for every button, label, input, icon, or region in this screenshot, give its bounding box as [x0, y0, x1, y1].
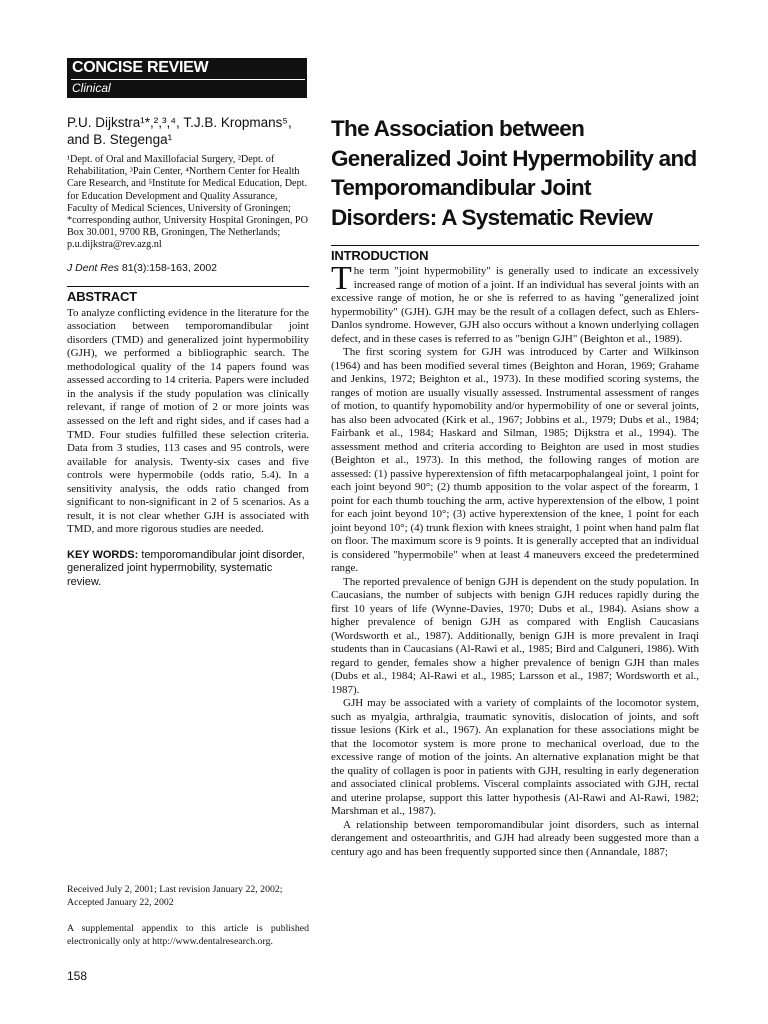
page-number: 158 — [67, 969, 88, 983]
introduction-heading: INTRODUCTION — [331, 245, 699, 263]
introduction-body — [331, 260, 699, 859]
keywords-text: temporomandibular joint disorder, generalized joint hypermobility, systematic review. — [67, 548, 305, 588]
drop-cap: T — [331, 260, 352, 297]
banner-divider — [71, 79, 305, 80]
article-section: Clinical — [72, 81, 111, 95]
citation-details: 81(3):158-163, 2002 — [118, 261, 218, 274]
right-column — [331, 114, 699, 859]
paragraph-text: he term "joint hypermobility" is generally used to indicate an excessively increased range of motion of a joint. If an individual has several joints with an excessive range of motion, he or she is referred to as having "generalized joint hypermobility" (GJH). GJH may be the result of a collagen defect, such as Ehlers-Danlos syndrome. However, GJH also occurs without a known underlying collagen defect, and in these cases is referred to as "benign GJH" (Beighton et al., 1989). — [331, 265, 699, 345]
affiliations: ¹Dept. of Oral and Maxillofacial Surgery, ²Dept. of Rehabilitation, ³Pain Center, ⁴Northern Center for Health Care Research, and ⁵Institute for Medical Education, Dept. for Education Development and Quality Assurance, Faculty of Medical Sciences, University of Groningen; *corresponding author, University Hospital Groningen, PO Box 30.001, 9700 RB, Groningen, The Netherlands; p.u.dijkstra@rev.azg.nl — [67, 154, 308, 251]
supplement-note: A supplemental appendix to this article is published electronically only at http://www.dentalresearch.org. — [67, 923, 309, 947]
author-list: P.U. Dijkstra¹*,²,³,⁴, T.J.B. Kropmans⁵, and B. Stegenga¹ — [67, 115, 292, 147]
keywords-label: KEY WORDS: — [67, 548, 139, 561]
keywords — [67, 549, 309, 590]
section-banner — [67, 58, 307, 98]
journal-citation — [67, 262, 309, 274]
article-type: CONCISE REVIEW — [72, 59, 209, 76]
paragraph: A relationship between temporomandibular joint disorders, such as internal derangement and osteoarthritis, and GJH had already been suggested more than a century ago and has been frequently supported since then (Annandale, 1887; — [331, 818, 699, 858]
abstract-heading: ABSTRACT — [67, 286, 309, 304]
article-title: The Association between Generalized Joint Hypermobility and Temporomandibular Joint Disorders: A Systematic Review — [331, 116, 697, 230]
received-dates: Received July 2, 2001; Last revision January 22, 2002; Accepted January 22, 2002 — [67, 884, 283, 908]
abstract-text: To analyze conflicting evidence in the literature for the association between temporomandibular joint disorders (TMD) and generalized joint hypermobility (GJH), we performed a bibliographic search. The methodological quality of the 14 papers found was assessed according to 14 criteria. Papers were included in the analysis if the study population was clinically relevant, if range of motion of 2 or more joints was assessed on the left and right sides, and if cases had a TMD. Four studies fulfilled these selection criteria. Data from 3 studies, 113 cases and 95 controls, were available for analysis. Twenty-six cases and five controls were hypermobile (odds ratio, 5.4). In a sensitivity analysis, the odds ratio changed from significant to non-significant in 2 of 5 scenarios. As a result, it is not clear whether GJH is associated with TMD, and more rigorous studies are needed. — [67, 306, 309, 536]
journal-name: J Dent Res — [67, 261, 119, 274]
paragraph: The reported prevalence of benign GJH is dependent on the study population. In Caucasians, the number of subjects with benign GJH reduces rapidly during the first 10 years of life (Wynne-Davies, 1970; Dubs et al., 1984). Asians show a higher prevalence of benign GJH as compared with English Caucasians (Wordsworth et al., 1987). Additionally, benign GJH is more prevalent in Iraqi students than in Caucasians (Al-Rawi et al., 1985; Bird and Calguneri, 1986). With regard to gender, females show a higher prevalence of benign GJH than males (Dubs et al., 1984; Al-Rawi et al., 1985; Larsson et al., 1987; Wordsworth et al., 1987). — [331, 575, 699, 696]
paragraph: GJH may be associated with a variety of complaints of the locomotor system, such as myalgia, arthralgia, traumatic synovitis, dislocation of joints, and soft tissue lesions (Kirk et al., 1967). An explanation for these associations might be that the locomotor system is more prone to mechanical overload, due to the excessive range of motion of the joints. An alternative explanation might be that the quality of collagen is poor in patients with GJH, resulting in early degeneration and associated clinical problems. Visceral complaints associated with GJH, rectal and uterine prolapse, support this latter hypothesis (Al-Rawi and Al-Rawi, 1982; Marshman et al., 1987). — [331, 697, 699, 817]
left-column — [67, 114, 309, 589]
paragraph — [331, 260, 699, 346]
paragraph: The first scoring system for GJH was introduced by Carter and Wilkinson (1964) and has been modified several times (Beighton and Horan, 1969; Grahame and Jenkins, 1972; Beighton et al., 1973). In these modified scoring systems, the ranges of motion are usually visually assessed. Instrumental assessment of ranges of motion, to quantify hypomobility and/or hypermobility of one or several joints, has also been advocated (Kirk et al., 1967; Jobbins et al., 1979; Dubs et al., 1984; Fairbank et al., 1984; Haskard and Silman, 1985; Dijkstra et al., 1994). The assessment method and criteria according to Beighton are used in most studies (Beighton et al., 1973). In this method, the following ranges of motion are assessed: (1) passive hyperextension of fifth metacarpophalangeal joint, 1 point for each joint beyond 90°; (2) thumb apposition to the volar aspect of the forearm, 1 point for each thumb touching the arm, active hyperextension of the elbow, 1 point for each joint beyond 10°; (3) active hyperextension of the knee, 1 point for each joint beyond 10°; (4) trunk flexion with knees straight, 1 point when hand palm flat on floor. The maximum score is 9 points. It is generally accepted that an individual is considered "hypermobile" when at least 4 maneuvers exceed the predetermined range. — [331, 346, 699, 574]
